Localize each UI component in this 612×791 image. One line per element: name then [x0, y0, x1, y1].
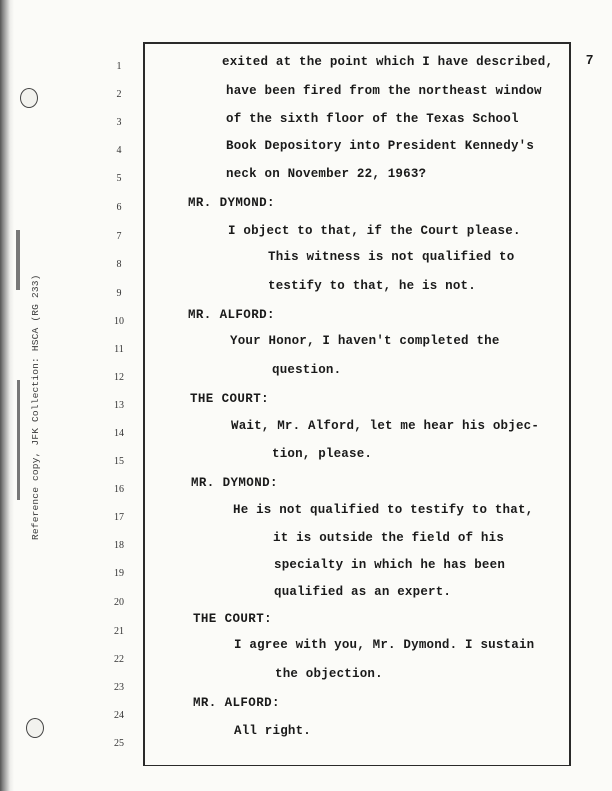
testimony-line: testify to that, he is not. [268, 279, 476, 293]
line-number: 8 [116, 259, 122, 270]
line-number: 9 [116, 288, 122, 299]
line-number: 16 [114, 484, 124, 495]
testimony-line: the objection. [275, 667, 383, 681]
testimony-line: of the sixth floor of the Texas School [226, 112, 519, 126]
testimony-line: qualified as an expert. [274, 585, 452, 599]
line-number: 14 [114, 428, 124, 439]
speaker-label: MR. DYMOND: [191, 476, 278, 490]
line-number: 10 [114, 316, 124, 327]
speaker-label: THE COURT: [190, 392, 270, 406]
testimony-line: I object to that, if the Court please. [228, 224, 521, 238]
line-number: 5 [116, 173, 122, 184]
line-number: 11 [114, 344, 124, 355]
line-number: 23 [114, 682, 124, 693]
testimony-line: have been fired from the northeast window [226, 84, 542, 98]
line-number: 7 [116, 231, 122, 242]
line-number: 19 [114, 568, 124, 579]
line-number: 13 [114, 400, 124, 411]
speaker-label: THE COURT: [193, 612, 273, 626]
line-number: 6 [116, 202, 122, 213]
speaker-label: MR. ALFORD: [188, 308, 275, 322]
testimony-line: This witness is not qualified to [268, 250, 515, 264]
line-number: 17 [114, 512, 124, 523]
testimony-line: question. [272, 363, 342, 377]
testimony-line: All right. [234, 724, 312, 738]
line-number: 12 [114, 372, 124, 383]
testimony-line: tion, please. [272, 447, 373, 461]
line-number: 18 [114, 540, 124, 551]
testimony-line: Book Depository into President Kennedy's [226, 139, 535, 153]
line-number: 2 [116, 89, 122, 100]
testimony-line: specialty in which he has been [274, 558, 506, 572]
scan-mark [17, 380, 20, 500]
testimony-line: exited at the point which I have described, [222, 55, 554, 69]
line-number: 20 [114, 597, 124, 608]
binding-edge [0, 0, 14, 791]
scan-mark [16, 230, 20, 290]
line-number: 24 [114, 710, 124, 721]
testimony-line: I agree with you, Mr. Dymond. I sustain [234, 638, 535, 652]
testimony-line: neck on November 22, 1963? [226, 167, 427, 181]
speaker-label: MR. DYMOND: [188, 196, 275, 210]
line-number: 22 [114, 654, 124, 665]
punch-hole [20, 88, 38, 108]
testimony-line: He is not qualified to testify to that, [233, 503, 534, 517]
punch-hole [26, 718, 44, 738]
line-number: 3 [116, 117, 122, 128]
page-number: 7 [586, 52, 594, 67]
line-number: 21 [114, 626, 124, 637]
line-number: 4 [116, 145, 122, 156]
testimony-line: Your Honor, I haven't completed the [230, 334, 500, 348]
archive-reference-stamp: Reference copy, JFK Collection: HSCA (RG 233) [30, 274, 41, 540]
testimony-line: Wait, Mr. Alford, let me hear his objec- [231, 419, 540, 433]
line-number: 1 [116, 61, 122, 72]
testimony-line: it is outside the field of his [273, 531, 505, 545]
line-number: 15 [114, 456, 124, 467]
speaker-label: MR. ALFORD: [193, 696, 280, 710]
line-number: 25 [114, 738, 124, 749]
